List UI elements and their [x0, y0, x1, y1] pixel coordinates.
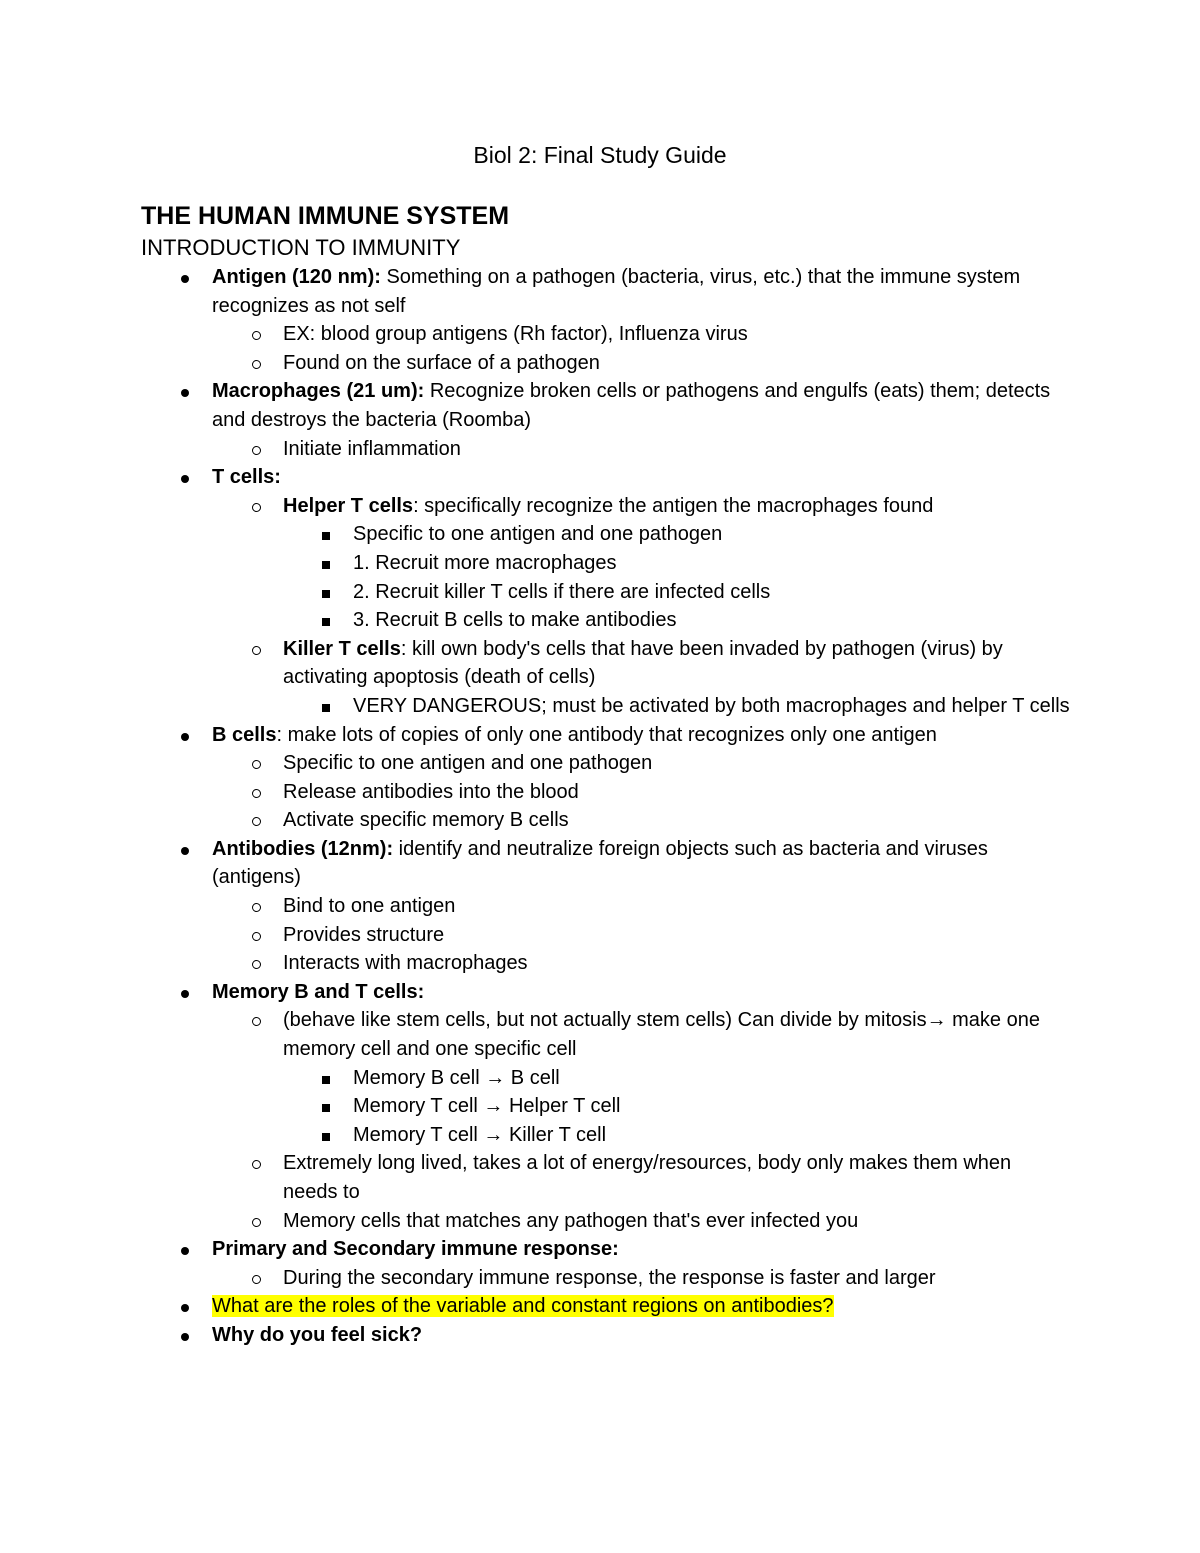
item-text: VERY DANGEROUS; must be activated by both macrophages and helper T cells [353, 694, 1070, 717]
term: Memory B and T cells: [212, 980, 425, 1003]
hollow-bullet-icon [246, 921, 266, 950]
filled-bullet-icon [175, 835, 195, 864]
square-bullet-icon [316, 1121, 336, 1150]
list-item [0, 263, 1070, 320]
hollow-bullet-icon [246, 635, 266, 664]
definition: : specifically recognize the antigen the macrophages found [413, 494, 934, 517]
filled-bullet-icon [175, 721, 195, 750]
hollow-bullet-icon [246, 949, 266, 978]
square-bullet-icon [316, 1064, 336, 1093]
list-item [0, 778, 1070, 807]
square-bullet-icon [316, 1092, 336, 1121]
document-title: Biol 2: Final Study Guide [473, 142, 727, 168]
list-item [0, 692, 1070, 721]
hollow-bullet-icon [246, 892, 266, 921]
list-item [0, 1264, 1070, 1293]
list-item [0, 463, 1070, 492]
list-item [0, 606, 1070, 635]
list-item [0, 492, 1070, 521]
hollow-bullet-icon [246, 1207, 266, 1236]
definition: : make lots of copies of only one antibody that recognizes only one antigen [276, 723, 937, 746]
filled-bullet-icon [175, 463, 195, 492]
hollow-bullet-icon [246, 806, 266, 835]
hollow-bullet-icon [246, 749, 266, 778]
square-bullet-icon [316, 692, 336, 721]
square-bullet-icon [316, 520, 336, 549]
subsection-heading: INTRODUCTION TO IMMUNITY [141, 235, 461, 260]
term: Antigen (120 nm): [212, 266, 381, 288]
list-item [0, 635, 1070, 692]
filled-bullet-icon [175, 1321, 195, 1350]
item-text: Specific to one antigen and one pathogen [353, 523, 723, 546]
list-item [0, 520, 1070, 549]
section-heading: THE HUMAN IMMUNE SYSTEM [141, 202, 510, 230]
item-text: Initiate inflammation [283, 437, 461, 460]
item-text: Memory T cell → Killer T cell [353, 1123, 607, 1146]
list-item [0, 1149, 1070, 1206]
list-item [0, 377, 1070, 434]
filled-bullet-icon [175, 978, 195, 1007]
list-item [0, 835, 1070, 892]
list-item [0, 1092, 1070, 1121]
item-text: Bind to one antigen [283, 895, 456, 918]
square-bullet-icon [316, 606, 336, 635]
square-bullet-icon [316, 578, 336, 607]
item-text: Release antibodies into the blood [283, 780, 579, 803]
item-text: 3. Recruit B cells to make antibodies [353, 609, 677, 632]
item-text: Activate specific memory B cells [283, 809, 569, 832]
item-text: Memory T cell → Helper T cell [353, 1095, 621, 1118]
hollow-bullet-icon [246, 435, 266, 464]
list-item [0, 749, 1070, 778]
item-text: Specific to one antigen and one pathogen [283, 752, 653, 775]
term: B cells [212, 723, 277, 746]
item-text: EX: blood group antigens (Rh factor), Influenza virus [283, 323, 748, 346]
term: Helper T cells [283, 494, 414, 517]
list-item [0, 1292, 1070, 1321]
definition: : kill own body's cells that have been invaded by pathogen (virus) by activating apoptosis (death of cells) [283, 637, 1003, 689]
highlighted-question: What are the roles of the variable and constant regions on antibodies? [212, 1295, 834, 1318]
list-item [0, 1235, 1070, 1264]
hollow-bullet-icon [246, 1006, 266, 1035]
term: Antibodies (12nm): [212, 837, 394, 860]
filled-bullet-icon [175, 263, 195, 292]
item-text: Extremely long lived, takes a lot of energy/resources, body only makes them when needs to [283, 1152, 1012, 1203]
term: T cells: [212, 466, 281, 489]
definition: identify and neutralize foreign objects such as bacteria and viruses (antigens) [212, 837, 988, 889]
filled-bullet-icon [175, 1235, 195, 1264]
list-item [0, 921, 1070, 950]
square-bullet-icon [316, 549, 336, 578]
list-item [0, 1064, 1070, 1093]
item-text: During the secondary immune response, the response is faster and larger [283, 1266, 936, 1289]
list-item [0, 1121, 1070, 1150]
list-item [0, 320, 1070, 349]
term: Killer T cells [283, 637, 401, 660]
item-text: Provides structure [283, 923, 445, 946]
list-item [0, 892, 1070, 921]
list-item [0, 949, 1070, 978]
hollow-bullet-icon [246, 492, 266, 521]
list-item [0, 1006, 1070, 1063]
item-text: Interacts with macrophages [283, 952, 528, 975]
list-item [0, 578, 1070, 607]
hollow-bullet-icon [246, 1264, 266, 1293]
list-item [0, 435, 1070, 464]
list-item [0, 806, 1070, 835]
term: Why do you feel sick? [212, 1323, 423, 1346]
item-text: Memory cells that matches any pathogen that's ever infected you [283, 1209, 859, 1232]
hollow-bullet-icon [246, 349, 266, 378]
item-text: Found on the surface of a pathogen [283, 351, 600, 374]
item-text: 2. Recruit killer T cells if there are infected cells [353, 580, 771, 603]
filled-bullet-icon [175, 1292, 195, 1321]
item-text: 1. Recruit more macrophages [353, 551, 617, 574]
item-text: (behave like stem cells, but not actually stem cells) Can divide by mitosis→ make one memory cell and one specific cell [283, 1009, 1040, 1061]
list-item [0, 1207, 1070, 1236]
definition: Something on a pathogen (bacteria, virus, etc.) that the immune system recognizes as not self [212, 266, 1021, 317]
term: Primary and Secondary immune response: [212, 1238, 619, 1261]
list-item [0, 1321, 1070, 1350]
list-item [0, 349, 1070, 378]
list-item [0, 549, 1070, 578]
list-item [0, 721, 1070, 750]
hollow-bullet-icon [246, 778, 266, 807]
item-text: Memory B cell → B cell [353, 1066, 560, 1089]
term: Macrophages (21 um): [212, 380, 425, 403]
list-item [0, 978, 1070, 1007]
bullet-outline [0, 263, 1200, 1350]
definition: Recognize broken cells or pathogens and engulfs (eats) them; detects and destroys the bacteria (Roomba) [212, 380, 1051, 431]
hollow-bullet-icon [246, 1149, 266, 1178]
hollow-bullet-icon [246, 320, 266, 349]
filled-bullet-icon [175, 377, 195, 406]
